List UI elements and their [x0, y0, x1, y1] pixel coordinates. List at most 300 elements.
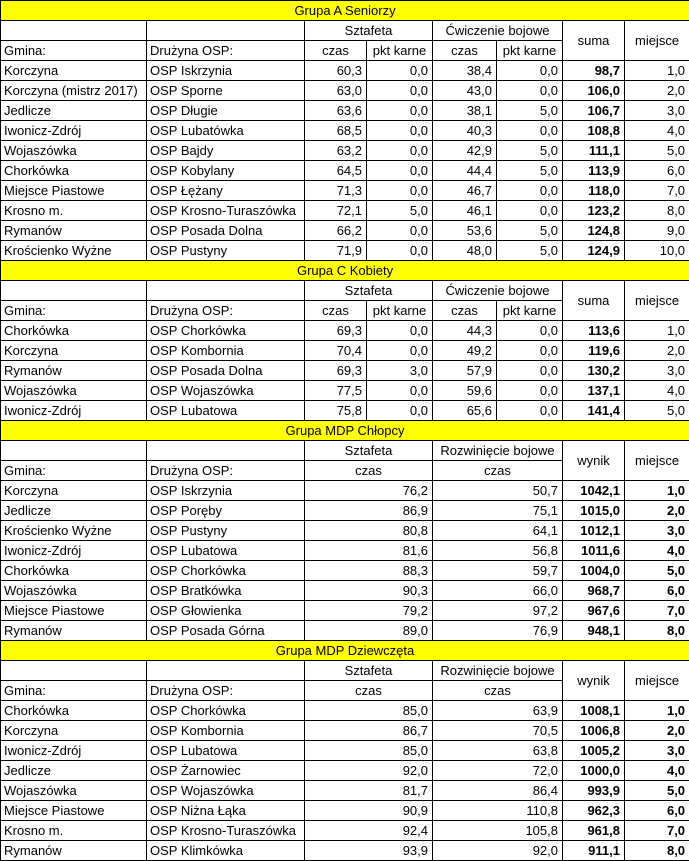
table-row	[1, 801, 689, 821]
cell-miejsce: 1,0	[625, 61, 689, 81]
cell-bojowe-czas: 38,1	[433, 101, 497, 121]
cell-bojowe-czas: 43,0	[433, 81, 497, 101]
cell-sztafeta-czas: 69,3	[305, 321, 367, 341]
cell-miejsce: 5,0	[625, 561, 689, 581]
cell-bojowe-czas: 38,4	[433, 61, 497, 81]
cell-bojowe-czas: 44,3	[433, 321, 497, 341]
cell-suma: 106,7	[563, 101, 625, 121]
cell-miejsce: 8,0	[625, 841, 689, 861]
cell-suma: 137,1	[563, 381, 625, 401]
cell-gmina: Korczyna (mistrz 2017)	[1, 81, 147, 101]
cell-sztafeta-pkt: 0,0	[367, 121, 433, 141]
cell-druzyna: OSP Chorkówka	[147, 701, 305, 721]
cell-sztafeta-pkt: 0,0	[367, 81, 433, 101]
cell-bojowe-czas: 53,6	[433, 221, 497, 241]
cell-rozwiniecie-czas: 110,8	[433, 801, 563, 821]
cell-miejsce: 8,0	[625, 621, 689, 641]
table-row	[1, 701, 689, 721]
cell-gmina: Miejsce Piastowe	[1, 601, 147, 621]
section-title-row	[1, 641, 689, 661]
cell-gmina: Korczyna	[1, 721, 147, 741]
cell-wynik: 948,1	[563, 621, 625, 641]
cell-suma: 108,8	[563, 121, 625, 141]
cell-druzyna: OSP Chorkówka	[147, 321, 305, 341]
cell-suma: 106,0	[563, 81, 625, 101]
cell-miejsce: 1,0	[625, 481, 689, 501]
cell-miejsce: 4,0	[625, 541, 689, 561]
header-row	[1, 281, 689, 301]
cell-bojowe-pkt: 0,0	[497, 401, 563, 421]
cell-gmina: Krościenko Wyżne	[1, 241, 147, 261]
cell-rozwiniecie-czas: 76,9	[433, 621, 563, 641]
header-empty	[147, 281, 305, 301]
cell-sztafeta-czas: 89,0	[305, 621, 433, 641]
cell-gmina: Wojaszówka	[1, 781, 147, 801]
cell-miejsce: 3,0	[625, 741, 689, 761]
cell-wynik: 1004,0	[563, 561, 625, 581]
header-czas: czas	[433, 461, 563, 481]
header-czas: czas	[305, 461, 433, 481]
table-row	[1, 781, 689, 801]
cell-miejsce: 6,0	[625, 581, 689, 601]
cell-wynik: 993,9	[563, 781, 625, 801]
cell-sztafeta-czas: 92,0	[305, 761, 433, 781]
cell-miejsce: 4,0	[625, 761, 689, 781]
cell-bojowe-czas: 40,3	[433, 121, 497, 141]
header-druzyna: Drużyna OSP:	[147, 681, 305, 701]
cell-bojowe-pkt: 5,0	[497, 161, 563, 181]
cell-miejsce: 6,0	[625, 161, 689, 181]
cell-wynik: 967,6	[563, 601, 625, 621]
table-row	[1, 481, 689, 501]
cell-gmina: Miejsce Piastowe	[1, 181, 147, 201]
cell-gmina: Rymanów	[1, 841, 147, 861]
header-pkt-karne: pkt karne	[497, 301, 563, 321]
cell-sztafeta-pkt: 0,0	[367, 241, 433, 261]
cell-gmina: Wojaszówka	[1, 581, 147, 601]
cell-miejsce: 2,0	[625, 81, 689, 101]
table-row	[1, 201, 689, 221]
cell-bojowe-pkt: 5,0	[497, 141, 563, 161]
cell-miejsce: 5,0	[625, 781, 689, 801]
header-group-1: Sztafeta	[305, 661, 433, 681]
table-row	[1, 601, 689, 621]
cell-sztafeta-czas: 81,6	[305, 541, 433, 561]
section-title-row	[1, 421, 689, 441]
cell-gmina: Jedlicze	[1, 501, 147, 521]
cell-rozwiniecie-czas: 66,0	[433, 581, 563, 601]
table-row	[1, 101, 689, 121]
cell-miejsce: 1,0	[625, 321, 689, 341]
table-row	[1, 121, 689, 141]
cell-miejsce: 5,0	[625, 141, 689, 161]
section-title: Grupa A Seniorzy	[1, 1, 689, 21]
section-title: Grupa MDP Dziewczęta	[1, 641, 689, 661]
cell-gmina: Jedlicze	[1, 761, 147, 781]
cell-wynik: 1011,6	[563, 541, 625, 561]
cell-sztafeta-czas: 86,7	[305, 721, 433, 741]
cell-druzyna: OSP Poręby	[147, 501, 305, 521]
header-gmina: Gmina:	[1, 461, 147, 481]
table-row	[1, 181, 689, 201]
header-group-2: Rozwinięcie bojowe	[433, 661, 563, 681]
cell-bojowe-czas: 42,9	[433, 141, 497, 161]
cell-bojowe-czas: 57,9	[433, 361, 497, 381]
cell-druzyna: OSP Kobylany	[147, 161, 305, 181]
cell-suma: 124,9	[563, 241, 625, 261]
header-sum: wynik	[563, 441, 625, 481]
cell-sztafeta-czas: 92,4	[305, 821, 433, 841]
cell-bojowe-pkt: 0,0	[497, 201, 563, 221]
section-title-row	[1, 1, 689, 21]
cell-sztafeta-czas: 63,2	[305, 141, 367, 161]
table-row	[1, 541, 689, 561]
cell-gmina: Jedlicze	[1, 101, 147, 121]
cell-wynik: 1008,1	[563, 701, 625, 721]
cell-miejsce: 7,0	[625, 821, 689, 841]
cell-rozwiniecie-czas: 64,1	[433, 521, 563, 541]
header-group-1: Sztafeta	[305, 21, 433, 41]
cell-sztafeta-pkt: 0,0	[367, 181, 433, 201]
header-czas: czas	[305, 41, 367, 61]
cell-druzyna: OSP Bratkówka	[147, 581, 305, 601]
cell-gmina: Krosno m.	[1, 201, 147, 221]
cell-miejsce: 7,0	[625, 601, 689, 621]
cell-druzyna: OSP Iskrzynia	[147, 61, 305, 81]
cell-miejsce: 7,0	[625, 181, 689, 201]
cell-sztafeta-czas: 70,4	[305, 341, 367, 361]
cell-sztafeta-pkt: 0,0	[367, 161, 433, 181]
table-row	[1, 341, 689, 361]
cell-gmina: Iwonicz-Zdrój	[1, 121, 147, 141]
cell-bojowe-pkt: 0,0	[497, 321, 563, 341]
table-row	[1, 401, 689, 421]
cell-druzyna: OSP Lubatowa	[147, 541, 305, 561]
cell-sztafeta-czas: 60,3	[305, 61, 367, 81]
header-czas: czas	[433, 41, 497, 61]
header-empty	[1, 661, 147, 681]
cell-sztafeta-pkt: 0,0	[367, 381, 433, 401]
section-title: Grupa MDP Chłopcy	[1, 421, 689, 441]
table-row	[1, 141, 689, 161]
table-row	[1, 61, 689, 81]
cell-bojowe-pkt: 0,0	[497, 361, 563, 381]
header-empty	[147, 661, 305, 681]
cell-sztafeta-czas: 72,1	[305, 201, 367, 221]
cell-gmina: Chorkówka	[1, 321, 147, 341]
table-row	[1, 581, 689, 601]
cell-sztafeta-czas: 88,3	[305, 561, 433, 581]
cell-miejsce: 9,0	[625, 221, 689, 241]
table-row	[1, 761, 689, 781]
cell-bojowe-czas: 59,6	[433, 381, 497, 401]
header-place: miejsce	[625, 661, 689, 701]
cell-sztafeta-pkt: 0,0	[367, 61, 433, 81]
cell-miejsce: 4,0	[625, 381, 689, 401]
cell-sztafeta-czas: 79,2	[305, 601, 433, 621]
cell-miejsce: 6,0	[625, 801, 689, 821]
header-pkt-karne: pkt karne	[367, 301, 433, 321]
header-row	[1, 21, 689, 41]
cell-miejsce: 10,0	[625, 241, 689, 261]
cell-sztafeta-pkt: 0,0	[367, 221, 433, 241]
cell-sztafeta-czas: 85,0	[305, 701, 433, 721]
cell-rozwiniecie-czas: 50,7	[433, 481, 563, 501]
header-czas: czas	[433, 681, 563, 701]
table-row	[1, 381, 689, 401]
cell-gmina: Krościenko Wyżne	[1, 521, 147, 541]
cell-sztafeta-czas: 76,2	[305, 481, 433, 501]
cell-sztafeta-czas: 71,3	[305, 181, 367, 201]
cell-suma: 123,2	[563, 201, 625, 221]
cell-rozwiniecie-czas: 63,8	[433, 741, 563, 761]
cell-bojowe-pkt: 5,0	[497, 101, 563, 121]
cell-rozwiniecie-czas: 86,4	[433, 781, 563, 801]
cell-miejsce: 8,0	[625, 201, 689, 221]
cell-suma: 113,6	[563, 321, 625, 341]
cell-druzyna: OSP Wojaszówka	[147, 381, 305, 401]
cell-gmina: Chorkówka	[1, 701, 147, 721]
cell-bojowe-pkt: 0,0	[497, 81, 563, 101]
cell-rozwiniecie-czas: 56,8	[433, 541, 563, 561]
table-row	[1, 241, 689, 261]
cell-druzyna: OSP Pustyny	[147, 241, 305, 261]
cell-sztafeta-czas: 85,0	[305, 741, 433, 761]
cell-suma: 130,2	[563, 361, 625, 381]
cell-gmina: Wojaszówka	[1, 141, 147, 161]
cell-druzyna: OSP Chorkówka	[147, 561, 305, 581]
cell-sztafeta-czas: 63,6	[305, 101, 367, 121]
cell-gmina: Rymanów	[1, 361, 147, 381]
header-sum: wynik	[563, 661, 625, 701]
cell-gmina: Iwonicz-Zdrój	[1, 541, 147, 561]
table-row	[1, 321, 689, 341]
header-row	[1, 441, 689, 461]
header-place: miejsce	[625, 281, 689, 321]
header-empty	[1, 21, 147, 41]
header-czas: czas	[305, 681, 433, 701]
cell-bojowe-czas: 65,6	[433, 401, 497, 421]
cell-druzyna: OSP Lubatówka	[147, 121, 305, 141]
cell-sztafeta-pkt: 0,0	[367, 141, 433, 161]
cell-wynik: 1042,1	[563, 481, 625, 501]
cell-miejsce: 5,0	[625, 401, 689, 421]
cell-miejsce: 3,0	[625, 361, 689, 381]
table-row	[1, 221, 689, 241]
cell-bojowe-pkt: 0,0	[497, 61, 563, 81]
cell-suma: 98,7	[563, 61, 625, 81]
cell-wynik: 961,8	[563, 821, 625, 841]
section-title: Grupa C Kobiety	[1, 261, 689, 281]
header-group-1: Sztafeta	[305, 441, 433, 461]
cell-sztafeta-czas: 81,7	[305, 781, 433, 801]
cell-gmina: Korczyna	[1, 481, 147, 501]
cell-miejsce: 3,0	[625, 521, 689, 541]
cell-gmina: Chorkówka	[1, 161, 147, 181]
header-druzyna: Drużyna OSP:	[147, 461, 305, 481]
cell-druzyna: OSP Krosno-Turaszówka	[147, 201, 305, 221]
cell-suma: 119,6	[563, 341, 625, 361]
header-czas: czas	[433, 301, 497, 321]
cell-miejsce: 2,0	[625, 341, 689, 361]
cell-sztafeta-pkt: 0,0	[367, 101, 433, 121]
cell-druzyna: OSP Łężany	[147, 181, 305, 201]
table-row	[1, 821, 689, 841]
cell-gmina: Krosno m.	[1, 821, 147, 841]
cell-wynik: 1012,1	[563, 521, 625, 541]
cell-sztafeta-czas: 71,9	[305, 241, 367, 261]
cell-druzyna: OSP Kombornia	[147, 341, 305, 361]
cell-druzyna: OSP Posada Górna	[147, 621, 305, 641]
header-group-2: Ćwiczenie bojowe	[433, 21, 563, 41]
cell-sztafeta-czas: 86,9	[305, 501, 433, 521]
cell-druzyna: OSP Krosno-Turaszówka	[147, 821, 305, 841]
cell-sztafeta-pkt: 0,0	[367, 341, 433, 361]
header-place: miejsce	[625, 21, 689, 61]
cell-gmina: Iwonicz-Zdrój	[1, 741, 147, 761]
cell-gmina: Chorkówka	[1, 561, 147, 581]
header-druzyna: Drużyna OSP:	[147, 41, 305, 61]
cell-druzyna: OSP Kombornia	[147, 721, 305, 741]
header-gmina: Gmina:	[1, 681, 147, 701]
header-pkt-karne: pkt karne	[367, 41, 433, 61]
cell-wynik: 911,1	[563, 841, 625, 861]
cell-druzyna: OSP Posada Dolna	[147, 361, 305, 381]
cell-miejsce: 2,0	[625, 721, 689, 741]
cell-rozwiniecie-czas: 59,7	[433, 561, 563, 581]
cell-gmina: Korczyna	[1, 341, 147, 361]
cell-gmina: Rymanów	[1, 221, 147, 241]
cell-sztafeta-czas: 75,8	[305, 401, 367, 421]
cell-druzyna: OSP Bajdy	[147, 141, 305, 161]
cell-wynik: 968,7	[563, 581, 625, 601]
table-row	[1, 521, 689, 541]
cell-bojowe-czas: 44,4	[433, 161, 497, 181]
cell-wynik: 1006,8	[563, 721, 625, 741]
cell-druzyna: OSP Niżna Łąka	[147, 801, 305, 821]
cell-wynik: 1000,0	[563, 761, 625, 781]
cell-sztafeta-czas: 90,3	[305, 581, 433, 601]
cell-suma: 118,0	[563, 181, 625, 201]
header-empty	[147, 441, 305, 461]
header-gmina: Gmina:	[1, 41, 147, 61]
cell-bojowe-pkt: 5,0	[497, 241, 563, 261]
table-row	[1, 81, 689, 101]
cell-miejsce: 3,0	[625, 101, 689, 121]
table-row	[1, 561, 689, 581]
header-pkt-karne: pkt karne	[497, 41, 563, 61]
cell-druzyna: OSP Żarnowiec	[147, 761, 305, 781]
table-row	[1, 721, 689, 741]
cell-miejsce: 1,0	[625, 701, 689, 721]
section-title-row	[1, 261, 689, 281]
header-group-1: Sztafeta	[305, 281, 433, 301]
cell-druzyna: OSP Lubatowa	[147, 741, 305, 761]
cell-rozwiniecie-czas: 105,8	[433, 821, 563, 841]
cell-wynik: 1015,0	[563, 501, 625, 521]
cell-sztafeta-pkt: 0,0	[367, 401, 433, 421]
table-row	[1, 621, 689, 641]
cell-sztafeta-czas: 77,5	[305, 381, 367, 401]
cell-wynik: 1005,2	[563, 741, 625, 761]
cell-sztafeta-pkt: 3,0	[367, 361, 433, 381]
cell-bojowe-pkt: 0,0	[497, 121, 563, 141]
header-empty	[147, 21, 305, 41]
cell-druzyna: OSP Sporne	[147, 81, 305, 101]
cell-sztafeta-czas: 68,5	[305, 121, 367, 141]
cell-miejsce: 4,0	[625, 121, 689, 141]
header-czas: czas	[305, 301, 367, 321]
cell-druzyna: OSP Posada Dolna	[147, 221, 305, 241]
cell-sztafeta-czas: 80,8	[305, 521, 433, 541]
table-row	[1, 741, 689, 761]
header-group-2: Ćwiczenie bojowe	[433, 281, 563, 301]
table-row	[1, 501, 689, 521]
cell-miejsce: 2,0	[625, 501, 689, 521]
cell-wynik: 962,3	[563, 801, 625, 821]
cell-suma: 124,8	[563, 221, 625, 241]
cell-rozwiniecie-czas: 70,5	[433, 721, 563, 741]
cell-bojowe-pkt: 5,0	[497, 221, 563, 241]
cell-bojowe-czas: 46,1	[433, 201, 497, 221]
cell-rozwiniecie-czas: 63,9	[433, 701, 563, 721]
header-druzyna: Drużyna OSP:	[147, 301, 305, 321]
header-sum: suma	[563, 21, 625, 61]
header-gmina: Gmina:	[1, 301, 147, 321]
table-row	[1, 361, 689, 381]
cell-gmina: Miejsce Piastowe	[1, 801, 147, 821]
cell-sztafeta-czas: 69,3	[305, 361, 367, 381]
cell-sztafeta-czas: 66,2	[305, 221, 367, 241]
header-row	[1, 661, 689, 681]
cell-druzyna: OSP Długie	[147, 101, 305, 121]
cell-bojowe-pkt: 0,0	[497, 341, 563, 361]
cell-rozwiniecie-czas: 72,0	[433, 761, 563, 781]
table-row	[1, 841, 689, 861]
cell-sztafeta-czas: 93,9	[305, 841, 433, 861]
cell-bojowe-pkt: 0,0	[497, 381, 563, 401]
cell-sztafeta-czas: 64,5	[305, 161, 367, 181]
cell-sztafeta-pkt: 5,0	[367, 201, 433, 221]
header-group-2: Rozwinięcie bojowe	[433, 441, 563, 461]
cell-suma: 141,4	[563, 401, 625, 421]
cell-sztafeta-czas: 63,0	[305, 81, 367, 101]
cell-bojowe-pkt: 0,0	[497, 181, 563, 201]
cell-suma: 111,1	[563, 141, 625, 161]
cell-gmina: Korczyna	[1, 61, 147, 81]
cell-gmina: Iwonicz-Zdrój	[1, 401, 147, 421]
cell-druzyna: OSP Lubatowa	[147, 401, 305, 421]
cell-druzyna: OSP Iskrzynia	[147, 481, 305, 501]
header-empty	[1, 441, 147, 461]
header-sum: suma	[563, 281, 625, 321]
cell-gmina: Rymanów	[1, 621, 147, 641]
cell-gmina: Wojaszówka	[1, 381, 147, 401]
cell-druzyna: OSP Wojaszówka	[147, 781, 305, 801]
table-row	[1, 161, 689, 181]
cell-bojowe-czas: 49,2	[433, 341, 497, 361]
cell-rozwiniecie-czas: 97,2	[433, 601, 563, 621]
cell-suma: 113,9	[563, 161, 625, 181]
cell-druzyna: OSP Głowienka	[147, 601, 305, 621]
cell-rozwiniecie-czas: 75,1	[433, 501, 563, 521]
cell-bojowe-czas: 48,0	[433, 241, 497, 261]
header-place: miejsce	[625, 441, 689, 481]
cell-druzyna: OSP Klimkówka	[147, 841, 305, 861]
cell-bojowe-czas: 46,7	[433, 181, 497, 201]
cell-sztafeta-czas: 90,9	[305, 801, 433, 821]
cell-sztafeta-pkt: 0,0	[367, 321, 433, 341]
